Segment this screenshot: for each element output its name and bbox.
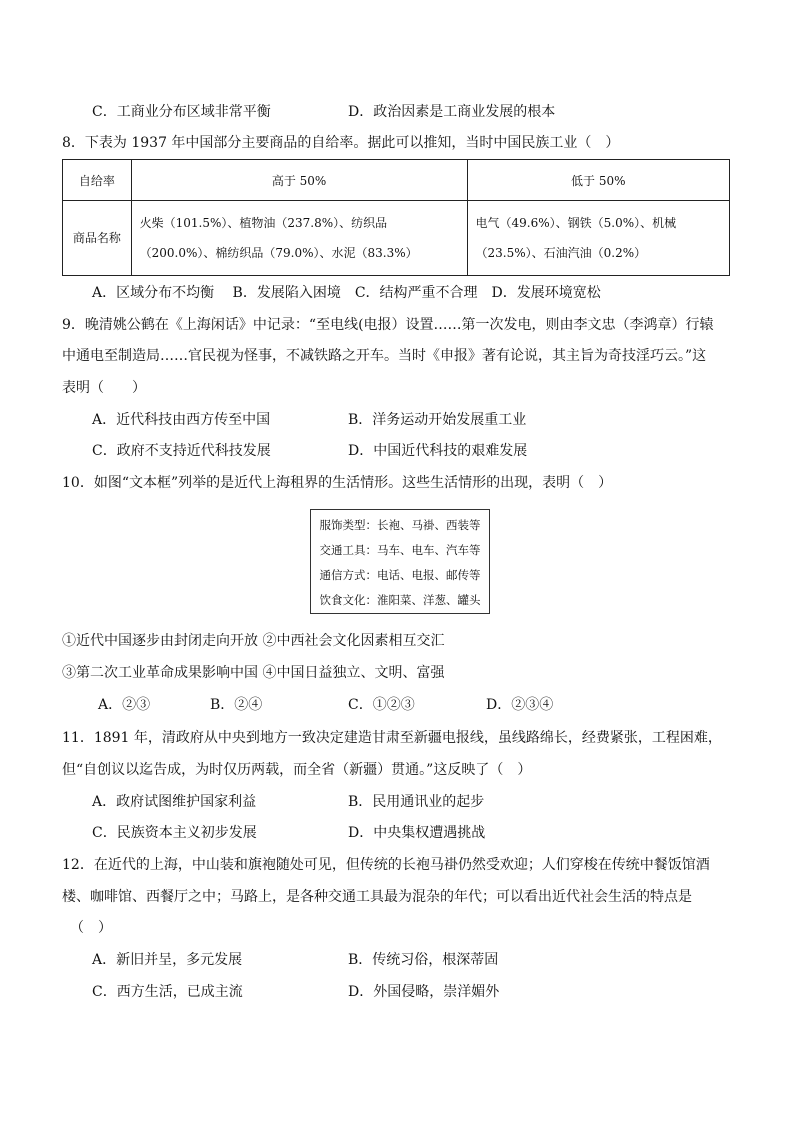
q8-options: A．区域分布不均衡 B．发展陷入困境 C．结构严重不合理 D．发展环境宽松 xyxy=(92,285,601,301)
q10-stem: 10．如图“文本框”列举的是近代上海租界的生活情形。这些生活情形的出现，表明（ ） xyxy=(62,475,613,491)
q10-option-a: A．②③ xyxy=(98,697,151,713)
q8-stem: 8．下表为 1937 年中国部分主要商品的自给率。据此可以推知，当时中国民族工业（ ） xyxy=(62,135,620,151)
q11-stem-line2: 但“自创议以迄告成，为时仅历两载，而全省（新疆）贯通。”这反映了（ ） xyxy=(62,762,532,778)
q8-high-line2: （200.0%）、棉纺织品（79.0%）、水泥（83.3%） xyxy=(139,246,418,260)
q9-option-a: A．近代科技由西方传至中国 xyxy=(92,412,271,428)
q12-option-d: D．外国侵略，崇洋媚外 xyxy=(348,984,500,1000)
q9-option-d: D．中国近代科技的艰难发展 xyxy=(348,443,528,459)
q9-stem-line2: 中通电至制造局……官民视为怪事，不减铁路之开车。当时《申报》著有论说，其主旨为奇技淫巧云。”这 xyxy=(62,348,707,364)
q10-box-communication: 通信方式：电话、电报、邮传等 xyxy=(319,568,481,582)
q8-header-high: 高于 50% xyxy=(131,160,467,201)
q9-option-b: B．洋务运动开始发展重工业 xyxy=(348,412,527,428)
q11-option-d: D．中央集权遭遇挑战 xyxy=(348,825,486,841)
q12-stem-line2: 楼、咖啡馆、西餐厅之中；马路上，是各种交通工具最为混杂的年代；可以看出近代社会生活的特点是 xyxy=(62,889,692,905)
q8-high-goods xyxy=(131,201,467,276)
q10-option-d: D．②③④ xyxy=(486,697,554,713)
q11-option-c: C．民族资本主义初步发展 xyxy=(92,825,257,841)
q10-statements-12: ①近代中国逐步由封闭走向开放 ②中西社会文化因素相互交汇 xyxy=(62,633,445,649)
q10-box-clothing: 服饰类型：长袍、马褂、西装等 xyxy=(319,518,481,532)
q12-option-a: A．新旧并呈，多元发展 xyxy=(92,952,243,968)
q9-stem-line3: 表明（ ） xyxy=(62,380,146,396)
q8-high-line1: 火柴（101.5%）、植物油（237.8%）、纺织品 xyxy=(139,216,388,230)
q12-stem-line3: （ ） xyxy=(70,920,112,936)
q10-option-b: B．②④ xyxy=(210,697,263,713)
q7-option-d: D．政治因素是工商业发展的根本 xyxy=(348,104,556,120)
q7-option-c: C．工商业分布区域非常平衡 xyxy=(92,104,271,120)
q12-option-b: B．传统习俗，根深蒂固 xyxy=(348,952,499,968)
q10-text-box xyxy=(310,509,490,614)
q8-low-goods xyxy=(467,201,729,276)
q12-stem-line1: 12．在近代的上海，中山装和旗袍随处可见，但传统的长袍马褂仍然受欢迎；人们穿梭在传统中餐饭馆酒 xyxy=(62,857,710,873)
q10-statements-34: ③第二次工业革命成果影响中国 ④中国日益独立、文明、富强 xyxy=(62,665,445,681)
q11-stem-line1: 11．1891 年，清政府从中央到地方一致决定建造甘肃至新疆电报线，虽线路绵长，经费紧张，工程困难， xyxy=(62,730,722,746)
q8-low-line1: 电气（49.6%）、钢铁（5.0%）、机械 xyxy=(475,216,677,230)
q8-header-low: 低于 50% xyxy=(467,160,729,201)
q9-option-c: C．政府不支持近代科技发展 xyxy=(92,443,271,459)
q10-box-transport: 交通工具：马车、电车、汽车等 xyxy=(319,543,481,557)
q10-option-c: C．①②③ xyxy=(348,697,415,713)
q11-option-a: A．政府试图维护国家利益 xyxy=(92,794,257,810)
q8-table xyxy=(62,159,730,276)
q9-stem-line1: 9．晚清姚公鹤在《上海闲话》中记录：“至电线(电报）设置……第一次发电，则由李文忠（李鸿章）行辕 xyxy=(62,317,714,333)
q8-row-label: 商品名称 xyxy=(63,201,132,276)
q10-box-food: 饮食文化：淮阳菜、洋葱、罐头 xyxy=(319,593,481,607)
q11-option-b: B．民用通讯业的起步 xyxy=(348,794,485,810)
q12-option-c: C．西方生活，已成主流 xyxy=(92,984,243,1000)
q8-low-line2: （23.5%）、石油汽油（0.2%） xyxy=(475,246,647,260)
q8-header-rate: 自给率 xyxy=(63,160,132,201)
